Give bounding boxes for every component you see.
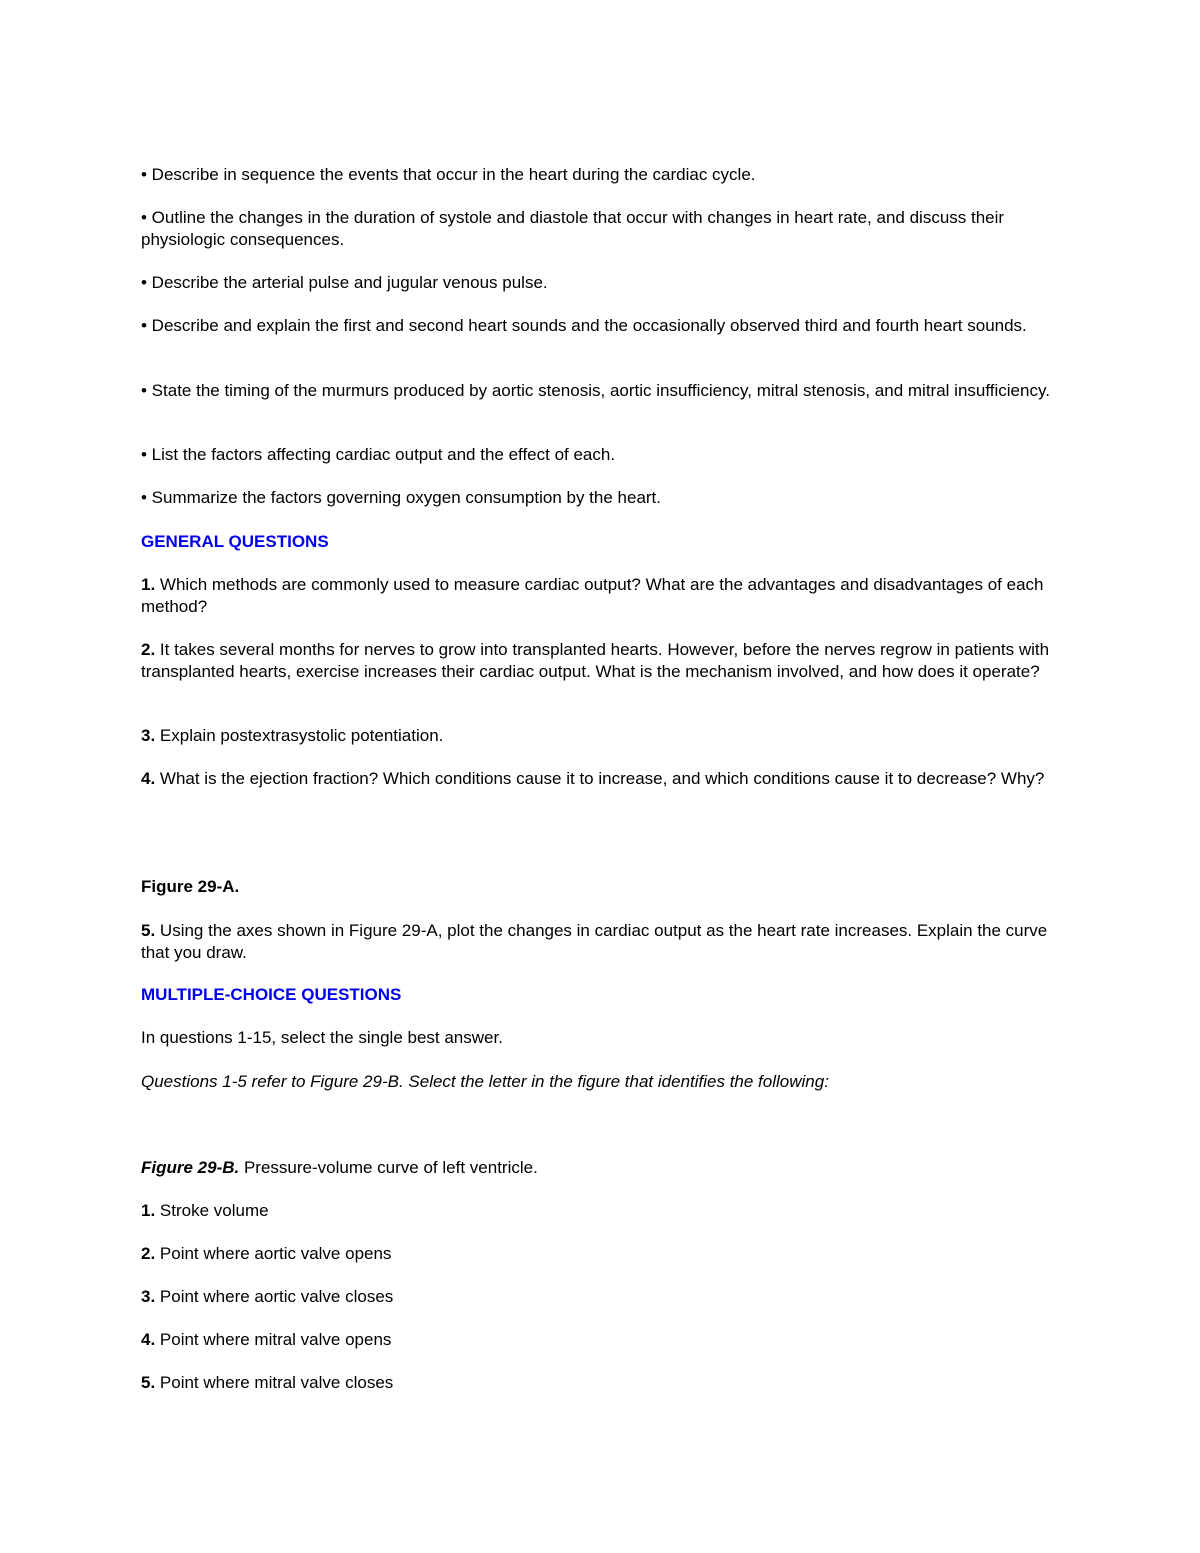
question-text: Which methods are commonly used to measure cardiac output? What are the advantages and disadvantages of each method?	[141, 575, 1044, 616]
figure-29a-label: Figure 29-A.	[141, 877, 240, 896]
general-question	[141, 725, 1066, 747]
mc-item-number: 5.	[141, 1373, 156, 1392]
objective-item: • Describe and explain the first and second heart sounds and the occasionally observed third and fourth heart sounds.	[141, 316, 1027, 335]
mc-item-text: Point where aortic valve opens	[155, 1244, 392, 1263]
mc-item	[141, 1286, 1066, 1308]
mc-item-number: 1.	[141, 1201, 156, 1220]
refer-note: Questions 1-5 refer to Figure 29-B. Select the letter in the figure that identifies the following:	[141, 1072, 829, 1091]
objective-item: • State the timing of the murmurs produced by aortic stenosis, aortic insufficiency, mitral stenosis, and mitral insufficiency.	[141, 381, 1050, 400]
question-text: Explain postextrasystolic potentiation.	[155, 726, 444, 745]
general-question	[141, 639, 1066, 682]
figure-29b-label: Figure 29-B.	[141, 1158, 240, 1177]
mc-item	[141, 1329, 1066, 1351]
mc-item-text: Point where aortic valve closes	[155, 1287, 394, 1306]
mc-item	[141, 1200, 1066, 1222]
mc-item	[141, 1372, 1066, 1394]
question-number: 4.	[141, 769, 156, 788]
question-text: It takes several months for nerves to grow into transplanted hearts. However, before the nerves regrow in patients with transplanted hearts, exercise increases their cardiac output. What is the mechanism involved, and how does it operate?	[141, 640, 1050, 681]
general-question	[141, 768, 1066, 790]
general-question	[141, 574, 1066, 617]
mc-item-number: 4.	[141, 1330, 156, 1349]
instruction-text: In questions 1-15, select the single best answer.	[141, 1028, 503, 1047]
objective-item: • Outline the changes in the duration of systole and diastole that occur with changes in heart rate, and discuss their physiologic consequences.	[141, 208, 1005, 249]
mc-item-text: Stroke volume	[155, 1201, 269, 1220]
figure-29b-caption	[141, 1157, 1066, 1179]
general-question	[141, 920, 1066, 963]
question-number: 3.	[141, 726, 156, 745]
question-number: 1.	[141, 575, 156, 594]
objective-item: • List the factors affecting cardiac output and the effect of each.	[141, 445, 616, 464]
figure-29b-caption-text: Pressure-volume curve of left ventricle.	[239, 1158, 538, 1177]
objective-item: • Describe the arterial pulse and jugular venous pulse.	[141, 273, 548, 292]
mc-item	[141, 1243, 1066, 1265]
mc-item-text: Point where mitral valve opens	[155, 1330, 392, 1349]
question-text: What is the ejection fraction? Which conditions cause it to increase, and which conditions cause it to decrease? Why?	[155, 769, 1045, 788]
question-text: Using the axes shown in Figure 29-A, plot the changes in cardiac output as the heart rate increases. Explain the curve that you draw.	[141, 921, 1048, 962]
mc-item-text: Point where mitral valve closes	[155, 1373, 394, 1392]
objective-item: • Summarize the factors governing oxygen consumption by the heart.	[141, 488, 662, 507]
mc-item-number: 2.	[141, 1244, 156, 1263]
objective-item: • Describe in sequence the events that occur in the heart during the cardiac cycle.	[141, 165, 756, 184]
question-number: 5.	[141, 921, 156, 940]
question-number: 2.	[141, 640, 156, 659]
mc-item-number: 3.	[141, 1287, 156, 1306]
general-questions-heading: GENERAL QUESTIONS	[141, 532, 329, 551]
multiple-choice-heading: MULTIPLE-CHOICE QUESTIONS	[141, 985, 402, 1004]
